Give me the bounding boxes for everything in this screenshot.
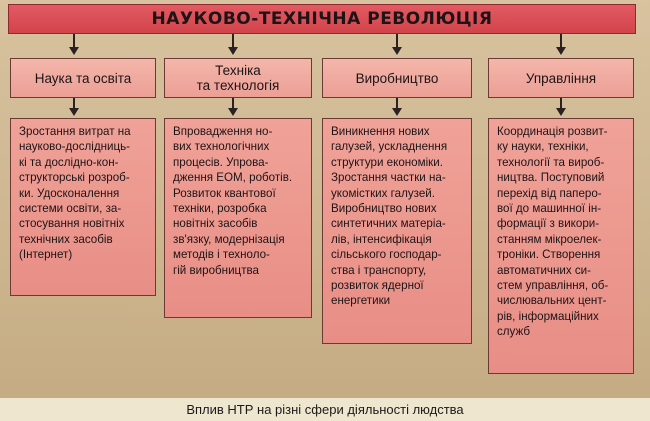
header-label: Виробництво <box>355 70 439 86</box>
body-management: Координація розвит- ку науки, техніки, технології та вироб- ництва. Поступовий перехід від паперо- вої до машинної ін- формації з викори- станням мікроелек- троніки. Створення автоматичних си- стем управління, об- числювальних цент- рів, інформаційних служб <box>488 118 634 374</box>
arrow-1b <box>69 108 79 116</box>
connector-3 <box>396 34 398 48</box>
diagram-title: НАУКОВО-ТЕХНІЧНА РЕВОЛЮЦІЯ <box>151 9 493 29</box>
header-production <box>322 58 472 98</box>
arrow-2b <box>228 108 238 116</box>
header-label: Управління <box>525 70 597 86</box>
header-science-education <box>10 58 156 98</box>
figure-caption <box>0 398 650 421</box>
body-technology: Впровадження но- вих технологічних процесів. Упрова- дження ЕОМ, роботів. Розвиток квантової техніки, розробка новітніх засобів зв'язку, модернізація методів і техноло- гій виробництва <box>164 118 312 318</box>
arrow-4b <box>556 108 566 116</box>
connector-2 <box>232 34 234 48</box>
body-science-education: Зростання витрат на науково-дослідниць- кі та дослідно-кон- структорські розроб- ки. Удосконалення системи освіти, за- стосування новітніх технічних засобів (Інтернет) <box>10 118 156 296</box>
connector-1 <box>73 34 75 48</box>
body-production: Виникнення нових галузей, ускладнення структури економіки. Зростання частки на- укомістких галузей. Виробництво нових синтетичних матеріа- лів, інтенсифікація сільського господар- ства і транспорту, розвиток ядерної енергетики <box>322 118 472 344</box>
title-box <box>8 4 636 34</box>
header-management <box>488 58 634 98</box>
header-technology <box>164 58 312 98</box>
arrow-4 <box>556 47 566 55</box>
header-label: Техніка та технологія <box>196 63 280 93</box>
header-label: Наука та освіта <box>34 70 132 86</box>
connector-4 <box>560 34 562 48</box>
arrow-1 <box>69 47 79 55</box>
caption-text: Вплив НТР на різні сфери діяльності людства <box>186 402 464 417</box>
arrow-3b <box>392 108 402 116</box>
arrow-2 <box>228 47 238 55</box>
arrow-3 <box>392 47 402 55</box>
